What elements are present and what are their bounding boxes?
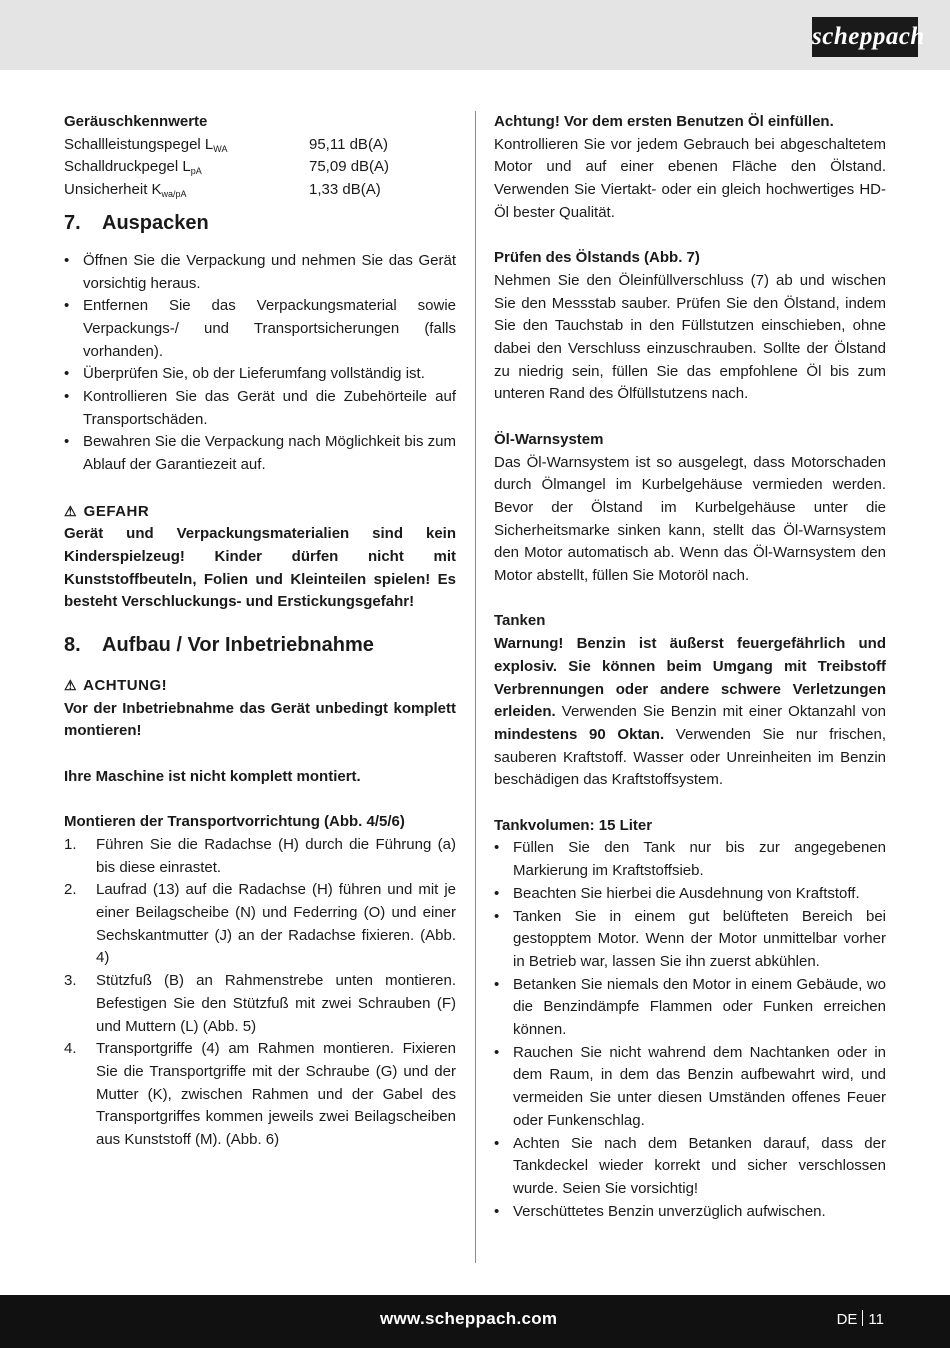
- warnsys-text: Das Öl-Warnsystem ist so ausgelegt, dass Motorschaden durch Ölmangel im Kurbelgehäuse vermieden werden. Bevor der Ölstand im Kurbelgehäuse unter die Sicherheitsmarke sinken kann, stellt das Öl-Warnsystem den Motor automatisch ab. Wenn das Öl-Warnsystem den Motor abstellt, füllen Sie Motoröl nach.: [494, 453, 886, 585]
- left-column: [64, 111, 456, 1152]
- noise-label: Schallleistungspegel L: [64, 135, 214, 153]
- list-item: • Öffnen Sie die Verpackung und nehmen Sie das Gerät vorsichtig heraus.: [64, 251, 456, 292]
- volume-title: Tankvolumen: 15 Liter: [494, 816, 653, 834]
- list-item: 4. Transportgriffe (4) am Rahmen montieren. Fixieren Sie die Transportgriffe mit der Schraube (G) und der Mutter (K), zwischen Rahmen und der Gabel des Transportgriffes kommen jeweils zwei Beilagscheiben aus Kunststoff (M). (Abb. 6): [64, 1040, 456, 1149]
- tank-title: Tanken: [494, 612, 546, 630]
- attention-heading: ⚠ ACHTUNG!: [64, 674, 456, 698]
- noise-label: Unsicherheit K: [64, 181, 162, 199]
- noise-row: [64, 134, 456, 157]
- column-divider: [475, 111, 476, 1263]
- noise-sub: WA: [213, 143, 228, 154]
- footer-bar: [0, 1295, 950, 1348]
- separator: [862, 1310, 863, 1326]
- noise-row: [64, 179, 456, 202]
- list-item: • Beachten Sie hierbei die Ausdehnung von Kraftstoff.: [494, 884, 860, 902]
- page-info: [837, 1310, 884, 1328]
- oil-text: Kontrollieren Sie vor jedem Gebrauch bei abgeschaltetem Motor und auf einer ebenen Fläche den Ölstand. Verwenden Sie Viertakt- oder ein gleich hochwertiges HD-Öl bester Qualität.: [494, 135, 886, 221]
- unpack-list: [64, 250, 456, 477]
- right-column: [494, 111, 886, 1223]
- list-item: 1. Führen Sie die Radachse (H) durch die Führung (a) bis diese einrastet.: [64, 835, 456, 876]
- section-title: Aufbau / Vor Inbetriebnahme: [102, 634, 374, 657]
- website-link[interactable]: www.scheppach.com: [380, 1309, 558, 1328]
- danger-text: Gerät und Verpackungsmaterialien sind kein Kinderspielzeug! Kinder dürfen nicht mit Kunststoffbeuteln, Folien und Kleinteilen spielen! Es besteht Verschluckungs- und Erstickungsgefahr!: [64, 525, 456, 611]
- list-item: 2. Laufrad (13) auf die Radachse (H) führen und mit je einer Beilagscheibe (N) und Federring (O) und einer Sechskantmutter (J) an der Radachse fixieren. (Abb. 4): [64, 881, 456, 967]
- header-bar: [0, 0, 950, 70]
- list-item: • Betanken Sie niemals den Motor in einem Gebäude, wo die Benzindämpfe Flammen oder Funken erreichen können.: [494, 975, 886, 1039]
- brand-logo: scheppach: [812, 17, 918, 57]
- oil-warning: Achtung! Vor dem ersten Benutzen Öl einfüllen.: [494, 113, 834, 130]
- list-item: • Verschüttetes Benzin unverzüglich aufwischen.: [494, 1202, 826, 1220]
- warning-triangle-icon: ⚠: [64, 502, 78, 519]
- noise-label: Schalldruckpegel L: [64, 158, 191, 176]
- list-item: 3. Stützfuß (B) an Rahmenstrebe unten montieren. Befestigen Sie den Stützfuß mit zwei Schrauben (F) und Muttern (L) (Abb. 5): [64, 972, 456, 1035]
- tank-list: [494, 837, 886, 1223]
- section-title: Auspacken: [102, 211, 209, 234]
- section-heading-8: [64, 614, 456, 674]
- list-item: • Entfernen Sie das Verpackungsmaterial sowie Verpackungs-/ und Transportsicherungen (falls vorhanden).: [64, 297, 456, 360]
- noise-sub: wa/pA: [161, 189, 187, 200]
- list-item: • Rauchen Sie nicht wahrend dem Nachtanken oder in dem Raum, in dem das Benzin aufbewahrt wird, und vermeiden Sie unter diesen Umständen offenes Feuer oder Funkenschlag.: [494, 1043, 886, 1129]
- attention-text: Vor der Inbetriebnahme das Gerät unbedingt komplett montieren!: [64, 699, 456, 740]
- not-assembled-note: Ihre Maschine ist nicht komplett montiert.: [64, 767, 361, 785]
- check-title: Prüfen des Ölstands (Abb. 7): [494, 249, 700, 267]
- section-heading-7: [64, 202, 456, 250]
- danger-heading: ⚠ GEFAHR: [64, 500, 456, 524]
- section-number: 7.: [64, 211, 81, 234]
- warning-triangle-icon: ⚠: [64, 677, 78, 694]
- page-number: 11: [868, 1311, 884, 1328]
- noise-value: 95,11 dB(A): [309, 135, 388, 153]
- warnsys-title: Öl-Warnsystem: [494, 430, 604, 448]
- noise-sub: pA: [190, 166, 202, 177]
- mount-title: Montieren der Transportvorrichtung (Abb. 4/5/6): [64, 813, 405, 831]
- list-item: • Überprüfen Sie, ob der Lieferumfang vollständig ist.: [64, 365, 425, 383]
- list-item: • Füllen Sie den Tank nur bis zur angegebenen Markierung im Kraftstoffsieb.: [494, 839, 886, 880]
- check-text: Nehmen Sie den Öleinfüllverschluss (7) ab und wischen Sie den Messstab sauber. Prüfen Sie den Ölstand, indem Sie den Tauchstab in den Füllstutzen einschieben, ohne dabei den Verschluss einzuschrauben. Sollte der Ölstand zu niedrig sein, füllen Sie das empfohlene Öl bis zum unteren Rand des Ölfüllstutzens nach.: [494, 271, 886, 403]
- mount-steps: [64, 834, 456, 1152]
- list-item: • Bewahren Sie die Verpackung nach Möglichkeit bis zum Ablauf der Garantiezeit auf.: [64, 433, 456, 474]
- noise-row: [64, 156, 456, 179]
- list-item: • Achten Sie nach dem Betanken darauf, dass der Tankdeckel wieder korrekt und sicher verschlossen wurde. Seien Sie vorsichtig!: [494, 1134, 886, 1197]
- tank-text: Warnung! Benzin ist äußerst feuergefährlich und explosiv. Sie können beim Umgang mit Treibstoff Verbrennungen oder andere schwere Verletzungen erleiden. Verwenden Sie Benzin mit einer Oktanzahl von mindestens 90 Oktan. Verwenden Sie nur frischen, sauberen Kraftstoff. Wasser oder Unreinheiten im Benzin beschädigen das Kraftstoffsystem.: [494, 635, 886, 789]
- language-code: DE: [836, 1311, 858, 1328]
- noise-title: Geräuschkennwerte: [64, 113, 208, 130]
- noise-value: 1,33 dB(A): [309, 181, 381, 199]
- list-item: • Kontrollieren Sie das Gerät und die Zubehörteile auf Transportschäden.: [64, 388, 456, 428]
- section-number: 8.: [64, 634, 81, 657]
- list-item: • Tanken Sie in einem gut belüfteten Bereich bei gestopptem Motor. Wenn der Motor unmittelbar vorher in Betrieb war, lassen Sie ihn zuerst abkühlen.: [494, 907, 886, 970]
- noise-value: 75,09 dB(A): [309, 158, 390, 176]
